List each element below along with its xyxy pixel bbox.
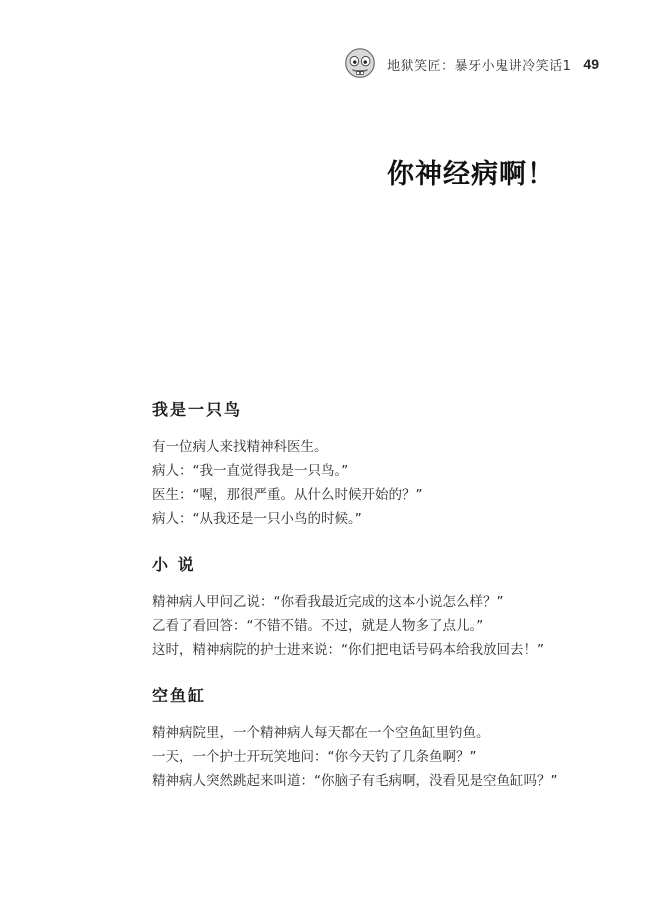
- text-line: 乙看了看回答：“不错不错。不过，就是人物多了点儿。”: [152, 618, 484, 634]
- text-line: 精神病人甲问乙说：“你看我最近完成的这本小说怎么样？”: [152, 594, 504, 610]
- page-number: 49: [583, 56, 599, 72]
- joke-title: 我是一只鸟: [152, 400, 243, 419]
- text-line: 这时，精神病院的护士进来说：“你们把电话号码本给我放回去！”: [152, 642, 544, 658]
- text-line: 医生：“喔，那很严重。从什么时候开始的？”: [152, 487, 423, 503]
- joke-section: [152, 398, 592, 531]
- book-title: 地狱笑匠：暴牙小鬼讲冷笑话1: [387, 58, 572, 74]
- skull-mascot-icon: [341, 45, 379, 83]
- running-header: [341, 44, 599, 84]
- text-line: 有一位病人来找精神科医生。: [152, 439, 328, 455]
- text-line: 病人：“从我还是一只小鸟的时候。”: [152, 511, 362, 527]
- text-line: 一天，一个护士开玩笑地问：“你今天钓了几条鱼啊？”: [152, 749, 477, 765]
- text-line: 精神病院里，一个精神病人每天都在一个空鱼缸里钓鱼。: [152, 725, 490, 741]
- joke-title: 空鱼缸: [152, 686, 207, 705]
- text-line: 精神病人突然跳起来叫道：“你脑子有毛病啊，没看见是空鱼缸吗？”: [152, 773, 558, 789]
- text-line: 病人：“我一直觉得我是一只鸟。”: [152, 463, 349, 479]
- chapter-title: 你神经病啊！: [387, 159, 555, 190]
- joke-section: [152, 684, 592, 793]
- joke-content: [152, 398, 592, 815]
- joke-title: 小 说: [152, 555, 196, 574]
- joke-section: [152, 553, 592, 662]
